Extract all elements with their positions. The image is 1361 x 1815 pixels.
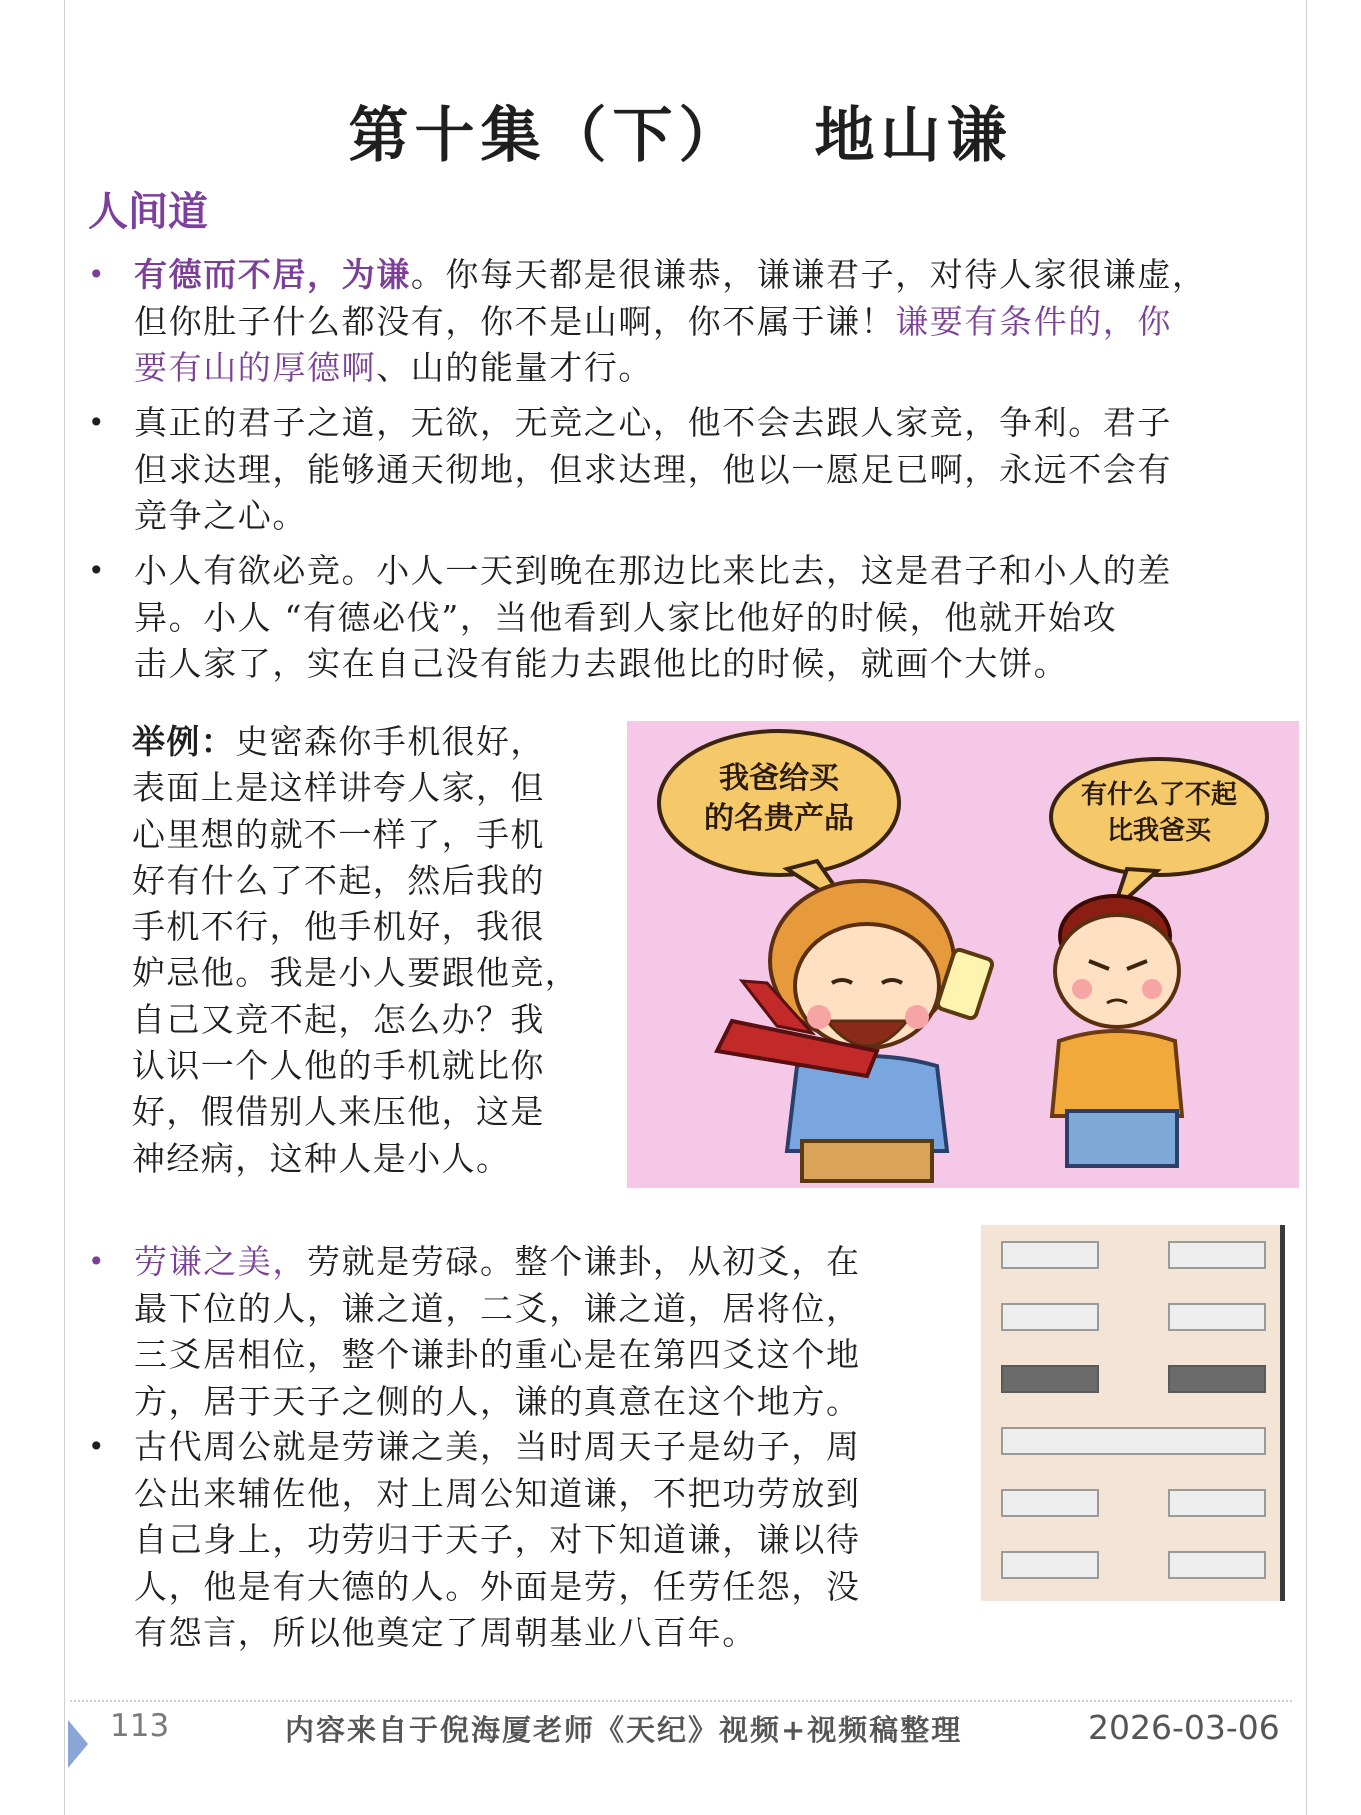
- paragraph-5: [134, 1424, 861, 1657]
- child-face: [1055, 915, 1179, 1027]
- p1-line2a: 但你肚子什么都没有，你不是山啊，你不属于谦！: [134, 301, 896, 341]
- example-line: 认识一个人他的手机就比你: [132, 1046, 545, 1086]
- hexagram-qian-diagram: [981, 1225, 1285, 1601]
- p3-line: 击人家了，实在自己没有能力去跟他比的时候，就画个大饼。: [134, 644, 1069, 683]
- p1-line3b: 、山的能量才行。: [376, 348, 654, 387]
- p1-line3a: 要有山的厚德啊: [134, 348, 377, 387]
- speech-left-line: 我爸给买: [719, 761, 839, 796]
- p3-line: 异。小人 “有德必伐”，当他看到人家比他好的时候，他就开始攻: [134, 597, 1118, 637]
- p5-line: 自己身上，功劳归于天子，对下知道谦，谦以待: [134, 1520, 861, 1559]
- p1-highlight: 有德而不居，为谦: [134, 255, 411, 294]
- footer-arrow-icon: [68, 1720, 88, 1768]
- title-part1: 第十集（下）: [348, 101, 745, 171]
- p4-line: 三爻居相位，整个谦卦的重心是在第四爻这个地: [134, 1335, 861, 1374]
- example-line: 表面上是这样讲夸人家，但: [132, 768, 545, 808]
- example-block: [132, 719, 579, 1182]
- example-line: 好，假借别人来压他，这是: [132, 1092, 545, 1132]
- p2-line: 竞争之心。: [134, 496, 307, 535]
- child-pants: [1067, 1111, 1177, 1166]
- hexagram-line-yin: [1001, 1489, 1099, 1517]
- paragraph-4: [134, 1239, 861, 1425]
- p4-highlight: 劳谦之美，: [134, 1242, 307, 1281]
- hexagram-line-yin: [1001, 1303, 1099, 1331]
- hexagram-line-yin: [1168, 1489, 1266, 1517]
- p5-line: 有怨言，所以他奠定了周朝基业八百年。: [134, 1613, 757, 1652]
- p1-line1: 。你每天都是很谦恭，谦谦君子，对待人家很谦虚，: [410, 255, 1207, 294]
- hexagram-line-yin-highlighted: [1168, 1365, 1266, 1393]
- hexagram-line-yin: [1168, 1551, 1266, 1579]
- hexagram-line-yin: [1168, 1241, 1266, 1269]
- speech-left-text: [679, 759, 879, 839]
- example-label: 举例：: [132, 722, 236, 761]
- bullet-dot: •: [88, 554, 105, 587]
- page-left-border: [64, 0, 65, 1815]
- page-right-border: [1306, 0, 1307, 1815]
- p4-line: 方，居于天子之侧的人，谦的真意在这个地方。: [134, 1381, 861, 1421]
- hexagram-line-yang: [1001, 1427, 1266, 1455]
- bullet-dot: •: [88, 1245, 105, 1278]
- title-part2: 地山谦: [814, 101, 1013, 171]
- example-line: 心里想的就不一样了，手机: [132, 814, 545, 854]
- paragraph-2: [134, 400, 1172, 540]
- p5-line: 人，他是有大德的人。外面是劳，任劳任怨，没: [134, 1566, 861, 1606]
- p3-line: 小人有欲必竞。小人一天到晚在那边比来比去，这是君子和小人的差: [134, 551, 1172, 590]
- p5-line: 古代周公就是劳谦之美，当时周天子是幼子，周: [134, 1427, 861, 1466]
- page-number: 113: [110, 1708, 170, 1744]
- father-pants: [802, 1141, 932, 1181]
- bullet-dot: •: [88, 258, 105, 291]
- speech-left-line: 的名贵产品: [704, 801, 854, 836]
- p1-line2b: 谦要有条件的，你: [895, 301, 1173, 341]
- p2-line: 真正的君子之道，无欲，无竞之心，他不会去跟人家竞，争利。君子: [134, 403, 1172, 442]
- paragraph-1: [134, 252, 1207, 392]
- p4-line1: 劳就是劳碌。整个谦卦，从初爻，在: [307, 1242, 861, 1281]
- hexagram-line-yin: [1001, 1241, 1099, 1269]
- example-line: 妒忌他。我是小人要跟他竞，: [132, 953, 580, 993]
- paragraph-3: [134, 548, 1172, 688]
- bullet-dot: •: [88, 406, 105, 439]
- speech-right-line: 有什么了不起: [1080, 780, 1237, 810]
- hexagram-line-yin-highlighted: [1001, 1365, 1099, 1393]
- p5-line: 公出来辅佐他，对上周公知道谦，不把功劳放到: [134, 1473, 861, 1513]
- footer-date: 2026-03-06: [1088, 1708, 1280, 1747]
- example-line: 好有什么了不起，然后我的: [132, 860, 545, 900]
- hexagram-line-yin: [1001, 1551, 1099, 1579]
- example-line: 手机不行，他手机好，我很: [132, 907, 545, 947]
- example-line: 自己又竞不起，怎么办？我: [132, 999, 545, 1039]
- footer-source: 内容来自于倪海厦老师《天纪》视频+视频稿整理: [285, 1713, 963, 1747]
- example-line: 神经病，这种人是小人。: [132, 1138, 511, 1178]
- speech-right-line: 比我爸买: [1106, 816, 1211, 846]
- child-shirt: [1052, 1031, 1182, 1116]
- footer-divider: [70, 1700, 1292, 1702]
- page-title: [0, 88, 1361, 174]
- bullet-dot: •: [88, 1430, 105, 1463]
- section-heading: 人间道: [88, 188, 208, 235]
- example-first-line: 史密森你手机很好，: [235, 722, 545, 761]
- comic-illustration: [627, 721, 1299, 1188]
- p2-line: 但求达理，能够通天彻地，但求达理，他以一愿足已啊，永远不会有: [134, 449, 1172, 489]
- speech-right-text: [1059, 777, 1259, 849]
- hexagram-line-yin: [1168, 1303, 1266, 1331]
- p4-line: 最下位的人，谦之道，二爻，谦之道，居将位，: [134, 1288, 861, 1328]
